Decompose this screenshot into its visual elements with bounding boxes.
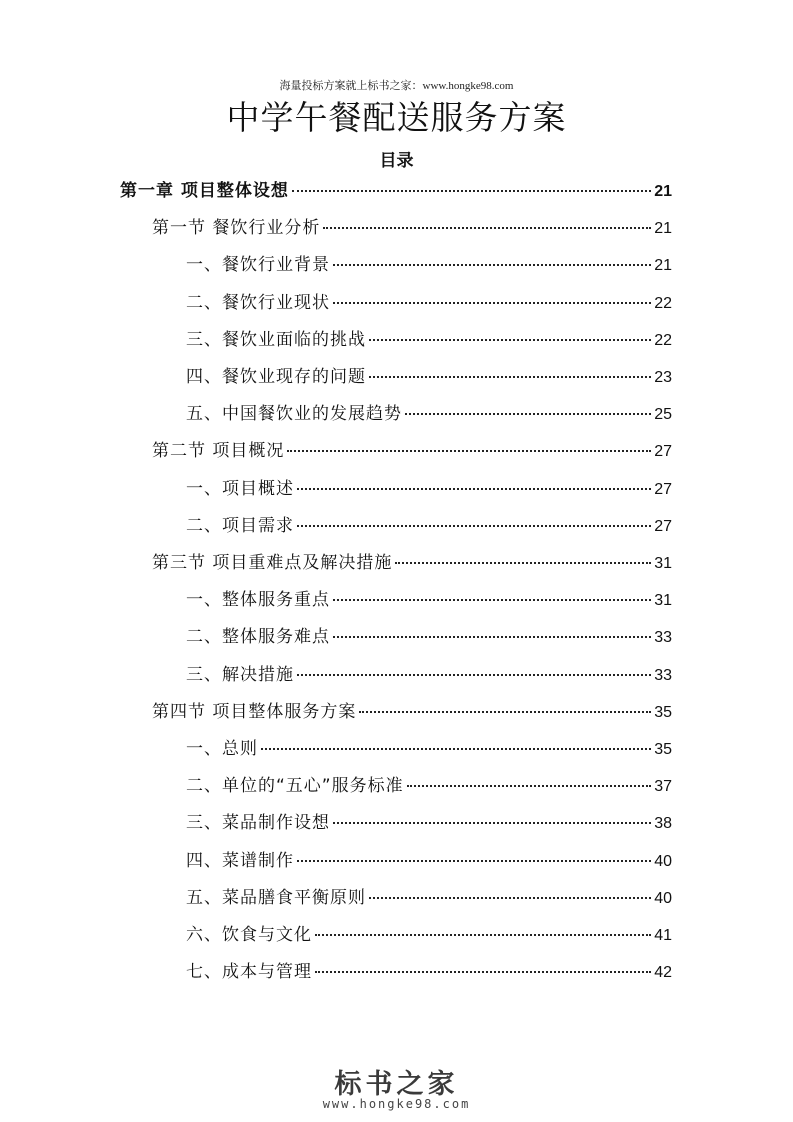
toc-entry-page: 25 [654,406,672,424]
toc-dot-leader [297,524,651,527]
toc-entry-page: 23 [654,369,672,386]
toc-entry-page: 21 [654,220,672,238]
toc-entry[interactable] [186,920,672,950]
toc-entry-page: 41 [654,927,672,944]
toc-entry[interactable] [186,622,672,652]
toc-entry-page: 40 [654,852,672,870]
toc-entry[interactable] [186,250,672,280]
toc-entry-label: 四、菜谱制作 [186,850,294,871]
toc-entry-label: 一、整体服务重点 [186,590,330,611]
toc-entry-label: 二、餐饮行业现状 [186,292,330,313]
toc-dot-leader [297,859,651,862]
toc-entry-label: 二、整体服务难点 [186,627,330,648]
toc-entry-page: 35 [654,741,672,758]
toc-entry-page: 35 [654,703,672,721]
toc-dot-leader [333,301,651,304]
toc-entry[interactable] [186,734,672,764]
toc-dot-leader [315,933,651,936]
toc-entry-page: 42 [654,964,672,982]
toc-dot-leader [292,189,651,192]
logo-text: 标书之家 [334,1069,459,1100]
toc-entry-page: 21 [654,257,672,275]
toc-entry[interactable] [186,288,672,318]
toc-entry-label: 三、菜品制作设想 [186,813,330,834]
toc-entry[interactable] [186,883,672,913]
toc-dot-leader [395,561,651,564]
toc-entry-page: 33 [654,666,672,684]
toc-entry[interactable] [120,176,672,206]
toc-entry[interactable] [152,548,672,578]
toc-entry-page: 21 [654,183,672,200]
toc-entry-label: 六、饮食与文化 [186,925,312,945]
toc-entry-page: 22 [654,331,672,349]
toc-entry[interactable] [152,436,672,466]
toc-dot-leader [333,635,651,638]
toc-entry[interactable] [186,808,672,838]
toc-entry-label: 一、项目概述 [186,478,294,499]
toc-entry[interactable] [186,362,672,392]
toc-entry-label: 第一章 项目整体设想 [120,181,289,201]
toc-entry-label: 第一节 餐饮行业分析 [152,218,321,239]
toc-entry-page: 31 [654,555,672,572]
toc-entry-label: 三、餐饮业面临的挑战 [186,329,366,350]
toc-entry-page: 38 [654,815,672,833]
footer-url: www.hongke98.com [322,1097,471,1111]
toc-entry-page: 37 [654,778,672,796]
toc-entry-label: 二、项目需求 [186,515,294,536]
toc-entry-label: 七、成本与管理 [186,962,312,983]
toc-entry-page: 22 [654,294,672,312]
toc-entry-label: 第二节 项目概况 [152,441,285,462]
toc-entry-page: 27 [654,443,672,461]
toc-entry[interactable] [186,399,672,429]
toc-dot-leader [261,747,651,750]
toc-entry[interactable] [152,697,672,727]
toc-entry[interactable] [186,660,672,690]
toc-entry-page: 40 [654,889,672,907]
toc-entry-label: 一、餐饮行业背景 [186,255,330,276]
toc-dot-leader [297,673,651,676]
toc-entry[interactable] [186,511,672,541]
toc-dot-leader [369,375,651,378]
toc-dot-leader [333,263,651,266]
toc-dot-leader [369,338,651,341]
toc-entry[interactable] [186,585,672,615]
toc-entry-page: 27 [654,480,672,498]
header-note: 海量投标方案就上标书之家：www.hongke98.com [279,80,514,92]
toc-entry[interactable] [152,213,672,243]
toc-dot-leader [405,412,651,415]
toc-entry-label: 五、菜品膳食平衡原则 [186,887,366,908]
toc-dot-leader [297,487,651,490]
toc-entry-label: 第四节 项目整体服务方案 [152,701,357,722]
toc-dot-leader [369,896,651,899]
toc-dot-leader [323,226,651,229]
toc-dot-leader [407,784,652,787]
toc-entry-page: 27 [654,517,672,535]
toc-entry-page: 31 [654,592,672,610]
toc-entry[interactable] [186,957,672,987]
toc-dot-leader [333,821,651,824]
toc-dot-leader [333,598,651,601]
toc-entry-label: 二、单位的“五心”服务标准 [186,776,404,797]
toc-dot-leader [287,449,651,452]
toc-dot-leader [315,970,651,973]
document-title: 中学午餐配送服务方案 [226,98,567,137]
toc-heading: 目录 [379,151,414,171]
toc-entry[interactable] [186,474,672,504]
toc-entry[interactable] [186,846,672,876]
toc-entry-label: 四、餐饮业现存的问题 [186,367,366,387]
footer-logo [0,1062,793,1101]
toc-dot-leader [359,710,651,713]
toc-entry-label: 第三节 项目重难点及解决措施 [152,553,393,573]
toc-entry-label: 五、中国餐饮业的发展趋势 [186,404,402,425]
toc-entry-page: 33 [654,629,672,647]
toc-entry-label: 一、总则 [186,739,258,759]
toc-entry[interactable] [186,325,672,355]
toc-entry-label: 三、解决措施 [186,664,294,685]
toc-entry[interactable] [186,771,672,801]
